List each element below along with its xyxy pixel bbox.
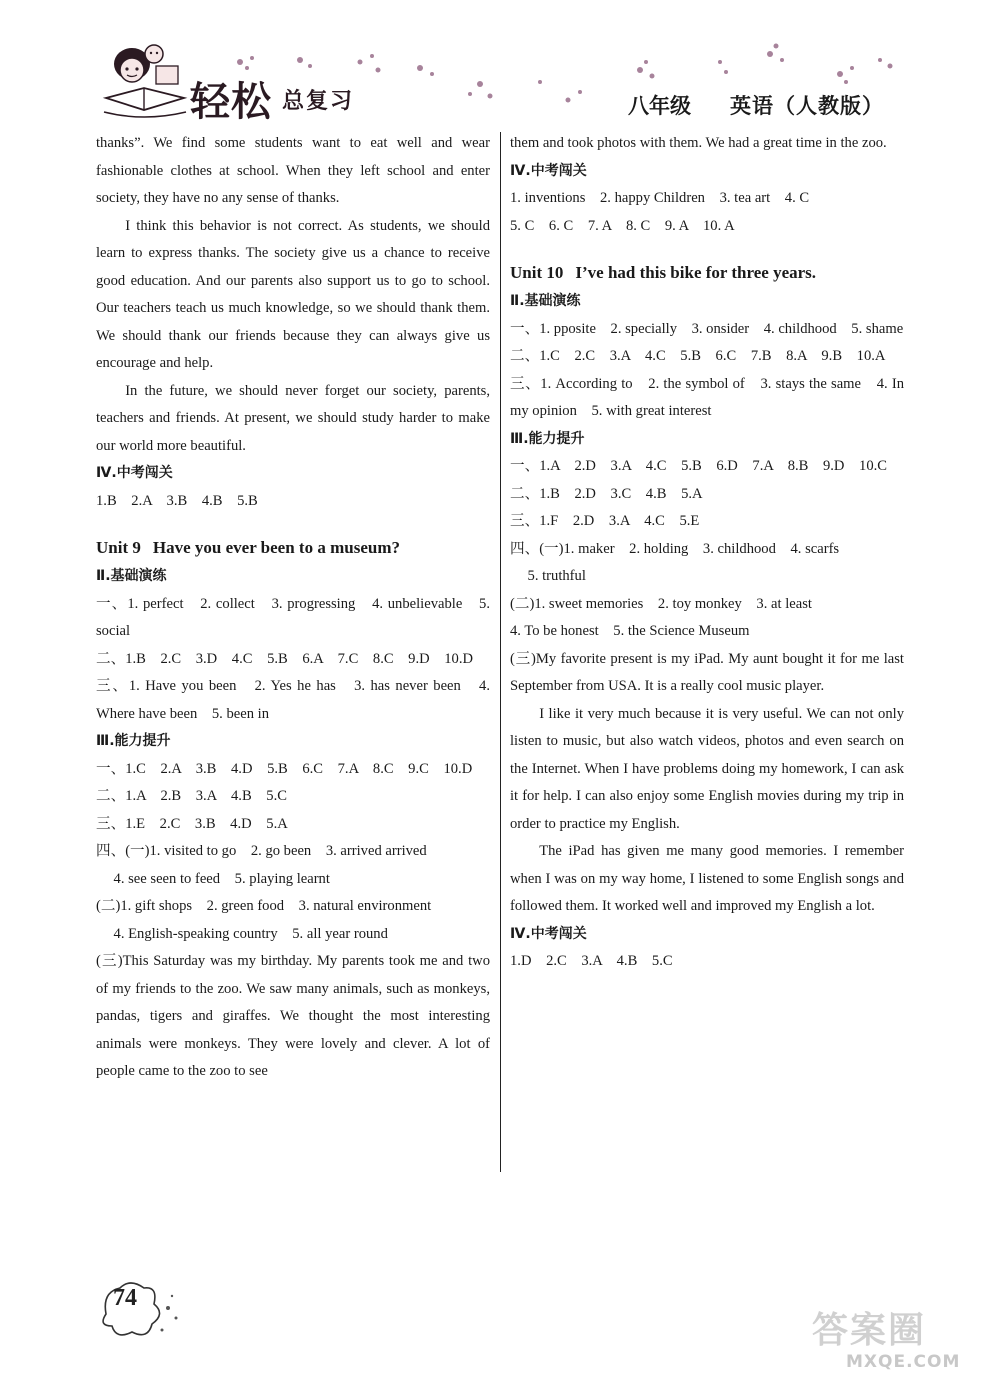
- answer-line: 1. inventions 2. happy Children 3. tea art 4. C: [510, 190, 810, 206]
- unit-title: Have you ever been to a museum?: [152, 538, 400, 557]
- answer-line: 四、(一)1. visited to go 2. go been 3. arrived arrived: [96, 843, 427, 859]
- unit-number: Unit 9: [96, 538, 141, 557]
- brand-title: 轻松: [190, 78, 272, 125]
- answer-line: (二)1. gift shops 2. green food 3. natural environment: [96, 898, 432, 914]
- section-heading: Ⅲ.能力提升: [96, 733, 171, 749]
- subject-label: 英语（人教版）: [730, 94, 884, 118]
- answer-line: 二、1.A 2.B 3.A 4.B 5.C: [96, 788, 287, 804]
- section-heading: Ⅳ.中考闯关: [96, 465, 173, 481]
- answer-line: 一、1. pposite 2. specially 3. onsider 4. childhood 5. shame: [510, 320, 904, 337]
- unit-number: Unit 10: [510, 263, 564, 282]
- essay-paragraph: (三)My favorite present is my iPad. My aunt bought it for me last September from USA. It is a really cool music player.: [510, 650, 904, 694]
- essay-paragraph: them and took photos with them. We had a great time in the zoo.: [510, 135, 887, 151]
- brand-subtitle: 总复习: [282, 89, 355, 114]
- page-header: [0, 0, 1000, 130]
- watermark-logo: 答案圈: [812, 1310, 927, 1351]
- answer-line: 1.B 2.A 3.B 4.B 5.B: [96, 492, 258, 509]
- answer-line: 三、1. According to 2. the symbol of 3. stays the same 4. In my opinion 5. with great interest: [510, 375, 904, 419]
- unit-title: I’ve had this bike for three years.: [575, 263, 817, 282]
- section-heading: Ⅳ.中考闯关: [510, 162, 587, 179]
- answer-line: 5. C 6. C 7. A 8. C 9. A 10. A: [510, 217, 735, 234]
- answer-line: 二、1.B 2.C 3.D 4.C 5.B 6.A 7.C 8.C 9.D 10.D: [96, 650, 474, 667]
- answer-line: 四、(一)1. maker 2. holding 3. childhood 4. scarfs: [510, 540, 840, 557]
- essay-paragraph: In the future, we should never forget our society, parents, teachers and friends. At present, we should study harder to make our world more beautiful.: [96, 382, 490, 454]
- answer-line: 三、1.E 2.C 3.B 4.D 5.A: [96, 815, 288, 832]
- section-heading: Ⅱ.基础演练: [96, 568, 167, 584]
- answer-line: 4. English-speaking country 5. all year round: [113, 925, 388, 942]
- unit-heading: [96, 533, 490, 563]
- section-heading: Ⅲ.能力提升: [510, 430, 585, 447]
- unit-heading: [510, 258, 904, 288]
- answer-line: 4. see seen to feed 5. playing learnt: [113, 870, 330, 887]
- answer-line: 二、1.B 2.D 3.C 4.B 5.A: [510, 485, 703, 502]
- essay-paragraph: The iPad has given me many good memories. I remember when I was on my way home, I listened to some English songs and followed them. It worked well and improved my English a lot.: [510, 843, 904, 914]
- watermark-url: MXQE.COM: [846, 1352, 961, 1372]
- answer-line: 二、1.C 2.C 3.A 4.C 5.B 6.C 7.B 8.A 9.B 10.A: [510, 348, 886, 364]
- answer-line: 1.D 2.C 3.A 4.B 5.C: [510, 953, 673, 969]
- answer-line: (二)1. sweet memories 2. toy monkey 3. at least: [510, 595, 812, 612]
- answer-line: 4. To be honest 5. the Science Museum: [510, 623, 750, 639]
- page-number-star-icon: [96, 1274, 186, 1344]
- answer-line: 三、1. Have you been 2. Yes he has 3. has never been 4. Where have been 5. been in: [96, 678, 490, 722]
- answer-line: 一、1. perfect 2. collect 3. progressing 4. unbelievable 5. social: [96, 595, 490, 639]
- page-number: 74: [113, 1285, 137, 1311]
- section-heading: Ⅳ.中考闯关: [510, 925, 587, 942]
- section-heading: Ⅱ.基础演练: [510, 293, 581, 309]
- answer-line: 5. truthful: [527, 568, 586, 584]
- left-column: [96, 130, 490, 1086]
- essay-paragraph: I like it very much because it is very useful. We can not only listen to music, but also watch videos, photos and even search on the Internet. When I have problems doing my homework, I can ask it for help. I can also enjoy some English movies during my trip in order to practice my English.: [510, 705, 904, 832]
- essay-paragraph: I think this behavior is not correct. As students, we should learn to express thanks. The society give us a chance to receive good education. And our parents also support us to go to school. Our teachers teach us much knowledge, so we should thank them. We should thank our friends because they can always give us encourage and help.: [96, 217, 490, 371]
- right-column: [510, 130, 904, 976]
- essay-paragraph: thanks”. We find some students want to eat well and wear fashionable clothes at school. When they left school and enter society, they have no any sense of thanks.: [96, 135, 490, 206]
- grade-label: 八年级: [628, 94, 691, 118]
- answer-line: 一、1.A 2.D 3.A 4.C 5.B 6.D 7.A 8.B 9.D 10.C: [510, 458, 888, 474]
- answer-line: 一、1.C 2.A 3.B 4.D 5.B 6.C 7.A 8.C 9.C 10.D: [96, 760, 473, 777]
- essay-paragraph: (三)This Saturday was my birthday. My parents took me and two of my friends to the zoo. We saw many animals, such as monkeys, pandas, tigers and giraffes. We thought the most interesting animals were monkeys. They were lovely and clever. A lot of people came to the zoo to see: [96, 953, 490, 1079]
- column-divider: [500, 132, 501, 1172]
- mascot-reading-icon: [96, 38, 192, 122]
- answer-line: 三、1.F 2.D 3.A 4.C 5.E: [510, 513, 700, 529]
